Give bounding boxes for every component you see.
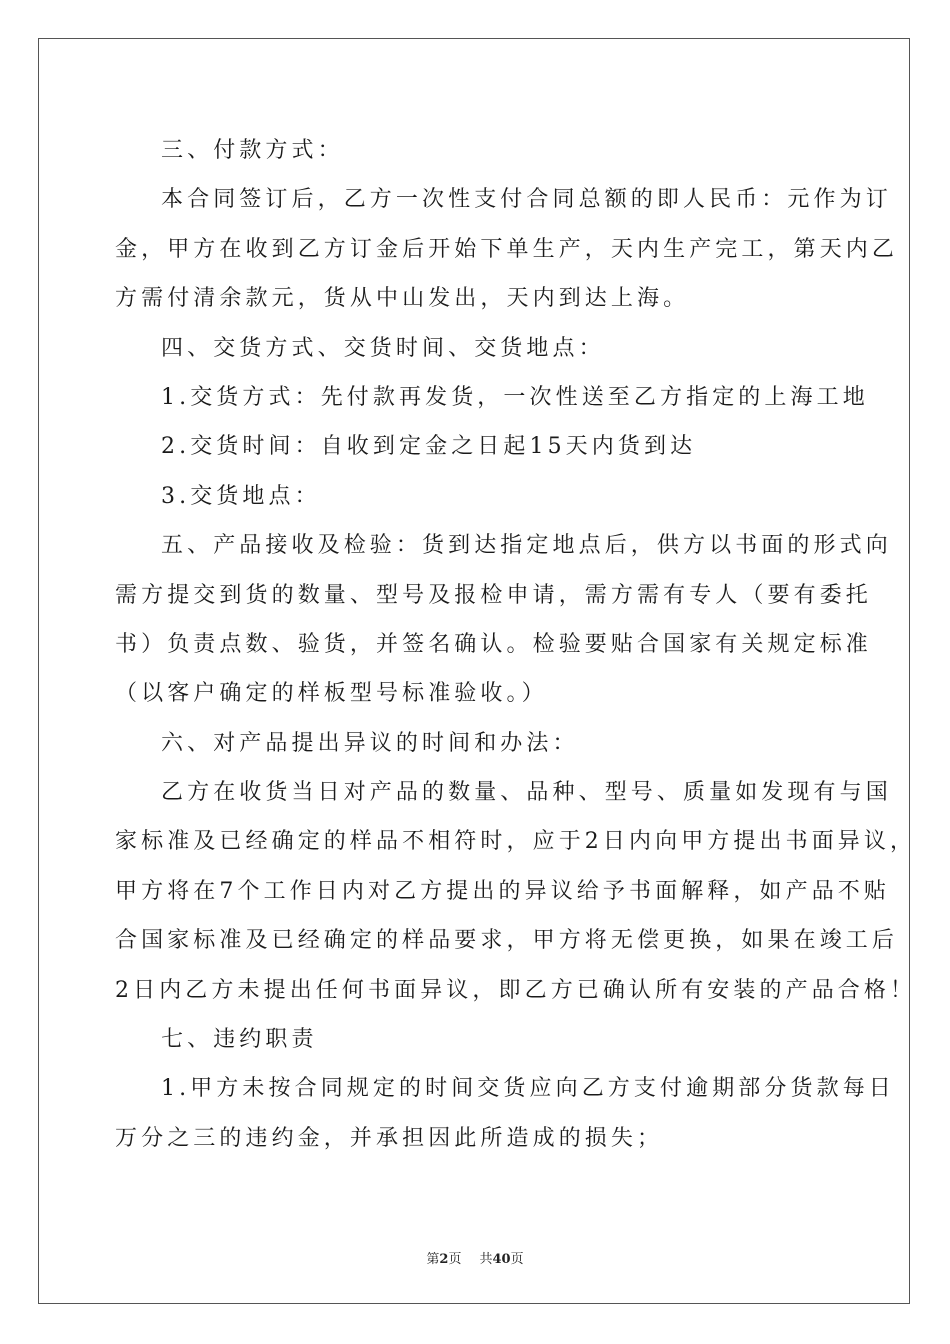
paragraph-line: 本合同签订后，乙方一次性支付合同总额的即人民币：元作为订 bbox=[161, 187, 892, 213]
paragraph-line: 金，甲方在收到乙方订金后开始下单生产，天内生产完工，第天内乙 bbox=[115, 236, 899, 262]
section-heading-liability: 七、违约职责 bbox=[161, 1027, 318, 1053]
page-current: 2 bbox=[439, 1252, 449, 1267]
list-item: 2.交货时间：自收到定金之日起15天内货到达 bbox=[161, 434, 697, 460]
section-heading-delivery: 四、交货方式、交货时间、交货地点： bbox=[161, 335, 605, 361]
paragraph-line: 需方提交到货的数量、型号及报检申请，需方需有专人（要有委托 bbox=[115, 582, 872, 608]
total-prefix: 共 bbox=[479, 1252, 493, 1267]
paragraph-line: 家标准及已经确定的样品不相符时，应于2日内向甲方提出书面异议， bbox=[115, 829, 917, 855]
page-unit: 页 bbox=[448, 1252, 462, 1267]
list-item: 3.交货地点： bbox=[161, 483, 321, 509]
paragraph-line: 乙方在收货当日对产品的数量、品种、型号、质量如发现有与国 bbox=[161, 780, 892, 806]
total-unit: 页 bbox=[510, 1252, 524, 1267]
page-total: 40 bbox=[492, 1252, 511, 1267]
list-item: 1.甲方未按合同规定的时间交货应向乙方支付逾期部分货款每日 bbox=[161, 1076, 895, 1102]
page-footer bbox=[0, 1248, 950, 1267]
paragraph-line: 书）负责点数、验货，并签名确认。检验要贴合国家有关规定标准 bbox=[115, 631, 872, 657]
list-item: 1.交货方式：先付款再发货，一次性送至乙方指定的上海工地 bbox=[161, 384, 869, 410]
document-body bbox=[115, 132, 917, 1169]
paragraph-line: 万分之三的违约金，并承担因此所造成的损失； bbox=[115, 1125, 664, 1151]
paragraph-line: 合国家标准及已经确定的样品要求，甲方将无偿更换，如果在竣工后 bbox=[115, 928, 899, 954]
paragraph-line: 2日内乙方未提出任何书面异议，即乙方已确认所有安装的产品合格！ bbox=[115, 977, 917, 1003]
paragraph-line: 甲方将在7个工作日内对乙方提出的异议给予书面解释，如产品不贴 bbox=[115, 878, 890, 904]
paragraph-line: （以客户确定的样板型号标准验收。） bbox=[115, 681, 548, 707]
section-heading-payment: 三、付款方式： bbox=[161, 138, 344, 163]
section-heading-inspection: 五、产品接收及检验：货到达指定地点后，供方以书面的形式向 bbox=[161, 533, 892, 559]
section-heading-objection: 六、对产品提出异议的时间和办法： bbox=[161, 730, 579, 756]
page-prefix: 第 bbox=[426, 1252, 440, 1267]
paragraph-line: 方需付清余款元，货从中山发出，天内到达上海。 bbox=[115, 286, 690, 312]
